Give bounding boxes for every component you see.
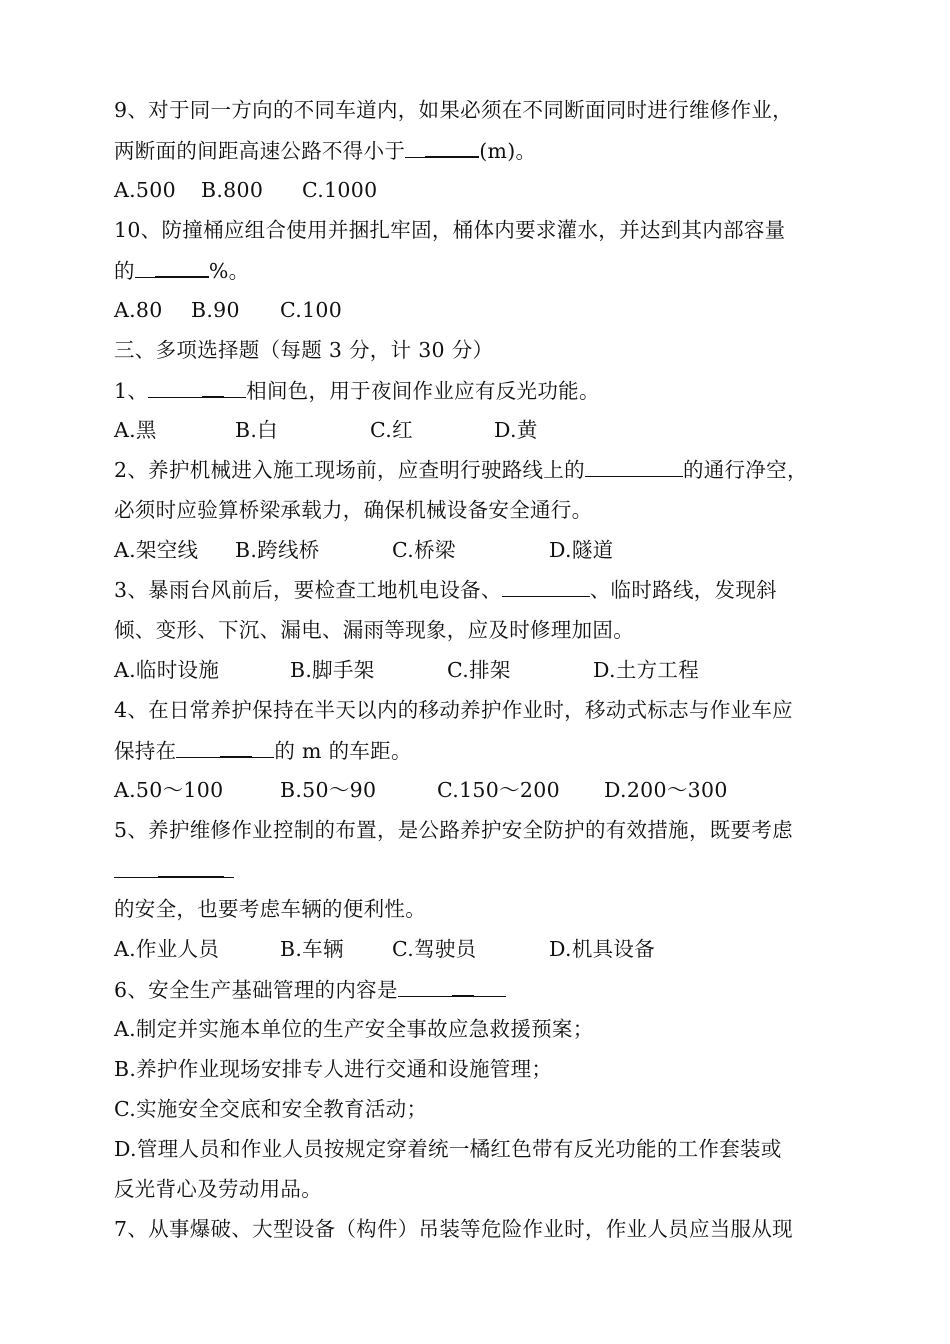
ms-q6-pre: 6、安全生产基础管理的内容是 <box>114 978 398 1002</box>
ms-q3-pre: 3、暴雨台风前后，要检查工地机电设备、 <box>114 578 502 602</box>
option-c: C.100 <box>280 298 343 322</box>
answer-blank <box>252 739 274 758</box>
ms-q7-text-line1: 7、从事爆破、大型设备（构件）吊装等危险作业时，作业人员应当服从现 <box>114 1217 793 1241</box>
ms-q2-text-line2: 必须时应验算桥梁承载力，确保机械设备安全通行。 <box>114 498 593 522</box>
option-d: D.200～300 <box>604 778 728 802</box>
option-b: B.跨线桥 <box>235 538 320 562</box>
ms-q4-pre: 保持在 <box>114 739 177 763</box>
q10-text-line1: 10、防撞桶应组合使用并捆扎牢固，桶体内要求灌水，并达到其内部容量 <box>114 218 786 242</box>
q10-text-line2 <box>114 258 249 283</box>
answer-blank <box>405 139 425 158</box>
q9-text-post: (m)。 <box>479 139 537 163</box>
ms-q2-post: 的通行净空， <box>682 458 808 482</box>
q9-text-line1: 9、对于同一方向的不同车道内，如果必须在不同断面同时进行维修作业， <box>114 98 793 122</box>
answer-blank <box>425 138 479 158</box>
option-c: C.红 <box>370 418 413 442</box>
ms-q5-text-line1: 5、养护维修作业控制的布置，是公路养护安全防护的有效措施，既要考虑 <box>114 818 793 842</box>
answer-blank <box>474 978 506 997</box>
ms-q6-option-b: B.养护作业现场安排专人进行交通和设施管理； <box>114 1057 553 1081</box>
option-c: C.150～200 <box>437 778 560 802</box>
answer-blank <box>158 858 224 878</box>
option-c: C.排架 <box>447 658 511 682</box>
answer-blank <box>135 259 155 278</box>
q10-text-post: %。 <box>208 259 250 283</box>
option-d: D.土方工程 <box>593 658 700 682</box>
ms-q2-pre: 2、养护机械进入施工现场前，应查明行驶路线上的 <box>114 458 585 482</box>
option-b: B.50～90 <box>280 778 377 802</box>
ms-q1-text <box>114 378 600 403</box>
q9-text-pre: 两断面的间距高速公路不得小于 <box>114 139 406 163</box>
ms-q3-text-line2: 倾、变形、下沉、漏电、漏雨等现象，应及时修理加固。 <box>114 618 634 642</box>
answer-blank <box>452 977 474 997</box>
option-b: B.白 <box>235 418 278 442</box>
answer-blank <box>202 378 224 398</box>
ms-q4-post: 的 m 的车距。 <box>274 739 412 763</box>
option-a: A.50～100 <box>114 778 224 802</box>
ms-q1-pre: 1、 <box>114 379 149 403</box>
answer-blank <box>155 258 209 278</box>
q10-text-pre: 的 <box>114 259 135 283</box>
ms-q6-option-c: C.实施安全交底和安全教育活动； <box>114 1097 428 1121</box>
option-b: B.车辆 <box>280 937 344 961</box>
option-c: C.驾驶员 <box>392 937 477 961</box>
answer-blank <box>176 739 220 758</box>
ms-q3-post: 、临时路线，发现斜 <box>589 578 777 602</box>
ms-q4-text-line2 <box>114 738 412 763</box>
ms-q3-text-line1 <box>114 578 777 602</box>
answer-blank <box>398 978 452 997</box>
option-a: A.架空线 <box>114 538 199 562</box>
answer-blank <box>578 578 590 597</box>
option-c: C.1000 <box>302 178 378 202</box>
section-heading: 三、多项选择题（每题 3 分，计 30 分） <box>114 338 494 362</box>
option-a: A.500 <box>114 178 176 202</box>
answer-blank <box>114 859 158 878</box>
option-b: B.90 <box>191 298 240 322</box>
ms-q5-text-line3: 的安全，也要考虑车辆的便利性。 <box>114 897 426 921</box>
answer-blank <box>585 458 683 477</box>
answer-blank <box>224 379 246 398</box>
ms-q6-option-d-cont: 反光背心及劳动用品。 <box>114 1177 322 1201</box>
option-d: D.机具设备 <box>549 937 656 961</box>
option-a: A.80 <box>114 298 163 322</box>
ms-q4-text-line1: 4、在日常养护保持在半天以内的移动养护作业时，移动式标志与作业车应 <box>114 698 793 722</box>
ms-q1-post: 相间色，用于夜间作业应有反光功能。 <box>246 379 600 403</box>
option-c: C.桥梁 <box>392 538 456 562</box>
option-b: B.脚手架 <box>290 658 375 682</box>
option-d: D.隧道 <box>549 538 614 562</box>
ms-q6-option-a: A.制定并实施本单位的生产安全事故应急救援预案； <box>114 1017 594 1041</box>
answer-blank <box>224 859 234 878</box>
option-a: A.临时设施 <box>114 658 220 682</box>
ms-q6-text <box>114 977 506 1002</box>
option-d: D.黄 <box>494 418 538 442</box>
option-b: B.800 <box>201 178 264 202</box>
q9-text-line2 <box>114 138 536 163</box>
option-a: A.黑 <box>114 418 157 442</box>
ms-q6-option-d: D.管理人员和作业人员按规定穿着统一橘红色带有反光功能的工作套装或 <box>114 1137 782 1161</box>
option-a: A.作业人员 <box>114 937 220 961</box>
ms-q2-text-line1 <box>114 458 808 482</box>
answer-blank <box>502 578 578 597</box>
answer-blank <box>220 738 252 758</box>
ms-q5-blank-line <box>114 858 234 883</box>
answer-blank <box>148 379 202 398</box>
